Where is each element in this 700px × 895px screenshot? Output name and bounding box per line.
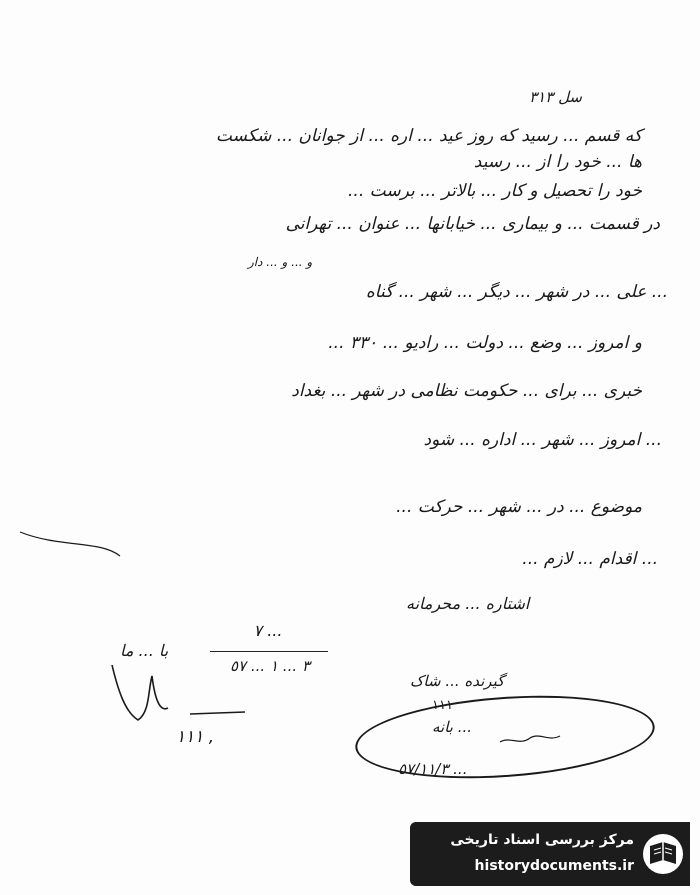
- flourish-stroke: [20, 532, 120, 556]
- letter-line-9: موضوع ... در ... شهر ... حرکت ...: [396, 497, 642, 517]
- signature-number: ١١١: [432, 698, 453, 713]
- archive-watermark: [410, 822, 690, 886]
- signature-date: ٥٧/١١/٣ ...: [398, 760, 468, 778]
- letter-line-4: در قسمت ... و بیماری ... خیابانها ... عنوان ... تهرانی: [285, 214, 660, 234]
- signature-label: ... بانه: [432, 718, 473, 736]
- signature-squiggle: [500, 736, 560, 742]
- recipient-line: گیرنده ... شاک: [410, 672, 505, 690]
- paraph-scribble: [112, 665, 168, 720]
- letter-line-3: خود را تحصیل و کار ... بالاتر ... برست ...: [348, 181, 642, 201]
- letter-line-5: ... علی ... در شهر ... دیگر ... شهر ... گناه: [365, 282, 668, 302]
- archive-title: مرکز بررسی اسناد تاریخی: [450, 832, 634, 848]
- underline-stroke: [190, 712, 245, 714]
- letter-line-10: ... اقدام ... لازم ...: [522, 549, 658, 569]
- letter-line-2: ها ... خود را از ... رسید: [473, 152, 642, 172]
- archive-url: historydocuments.ir: [474, 858, 634, 874]
- letter-line-1: که قسم ... رسید که روز عید ... اره ... از جوانان ... شکست: [215, 126, 642, 146]
- letter-line-7: خبری ... برای ... حکومت نظامی در شهر ... بغداد: [291, 381, 642, 401]
- letter-line-6: و امروز ... وضع ... دولت ... رادیو ... ٣٣٠ ...: [328, 333, 642, 353]
- book-pages-icon: [642, 832, 684, 876]
- reference-number: سل ٣١٣: [529, 88, 582, 106]
- closing-line: اشتاره ... محرمانه: [406, 594, 530, 613]
- interlinear-insert: و ... و ... دار: [248, 255, 313, 269]
- margin-note-date: ٣ ... ١ ... ٥٧: [230, 657, 310, 675]
- margin-note-right: با ... ما: [120, 641, 169, 660]
- margin-note-top: ٧ ...: [253, 621, 283, 640]
- left-code: ١١١ ,: [176, 727, 215, 747]
- letter-line-8: ... امروز ... شهر ... اداره ... شود: [423, 430, 662, 450]
